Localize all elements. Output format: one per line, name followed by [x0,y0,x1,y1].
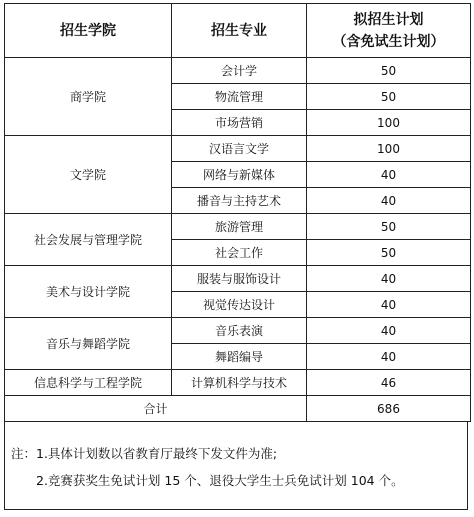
college-cell: 社会发展与管理学院 [5,214,172,266]
table-body [5,58,471,422]
college-cell: 美术与设计学院 [5,266,172,318]
enrollment-plan-table [4,3,471,422]
plan-cell: 46 [307,370,471,396]
major-cell: 播音与主持艺术 [172,188,307,214]
college-cell: 商学院 [5,58,172,136]
table-row [5,266,471,292]
table-row [5,370,471,396]
plan-cell: 100 [307,110,471,136]
plan-cell: 40 [307,188,471,214]
plan-cell: 50 [307,84,471,110]
table-row [5,58,471,84]
plan-cell: 40 [307,162,471,188]
major-cell: 汉语言文学 [172,136,307,162]
header-plan [307,4,471,58]
major-cell: 音乐表演 [172,318,307,344]
total-label: 合计 [5,396,307,422]
note-line-2: 2.竞赛获奖生免试计划 15 个、退役大学生士兵免试计划 104 个。 [36,473,404,488]
header-row [5,4,471,58]
plan-cell: 40 [307,266,471,292]
major-cell: 舞蹈编导 [172,344,307,370]
major-cell: 旅游管理 [172,214,307,240]
college-cell: 音乐与舞蹈学院 [5,318,172,370]
college-cell: 文学院 [5,136,172,214]
note-line-1: 注：1.具体计划数以省教育厅最终下发文件为准; [11,446,278,461]
major-cell: 计算机科学与技术 [172,370,307,396]
major-cell: 服装与服饰设计 [172,266,307,292]
plan-cell: 50 [307,240,471,266]
major-cell: 会计学 [172,58,307,84]
notes-box [4,422,468,510]
table-row [5,214,471,240]
major-cell: 网络与新媒体 [172,162,307,188]
total-value: 686 [307,396,471,422]
header-plan-line1: 拟招生计划 [353,11,424,28]
major-cell: 物流管理 [172,84,307,110]
table-row [5,136,471,162]
total-row [5,396,471,422]
major-cell: 视觉传达设计 [172,292,307,318]
table-row [5,318,471,344]
plan-cell: 40 [307,318,471,344]
college-cell: 信息科学与工程学院 [5,370,172,396]
plan-cell: 40 [307,344,471,370]
header-major: 招生专业 [172,4,307,58]
plan-cell: 100 [307,136,471,162]
plan-cell: 50 [307,58,471,84]
major-cell: 市场营销 [172,110,307,136]
plan-cell: 50 [307,214,471,240]
major-cell: 社会工作 [172,240,307,266]
plan-cell: 40 [307,292,471,318]
header-plan-line2: （含免试生计划） [332,33,445,50]
header-college: 招生学院 [5,4,172,58]
